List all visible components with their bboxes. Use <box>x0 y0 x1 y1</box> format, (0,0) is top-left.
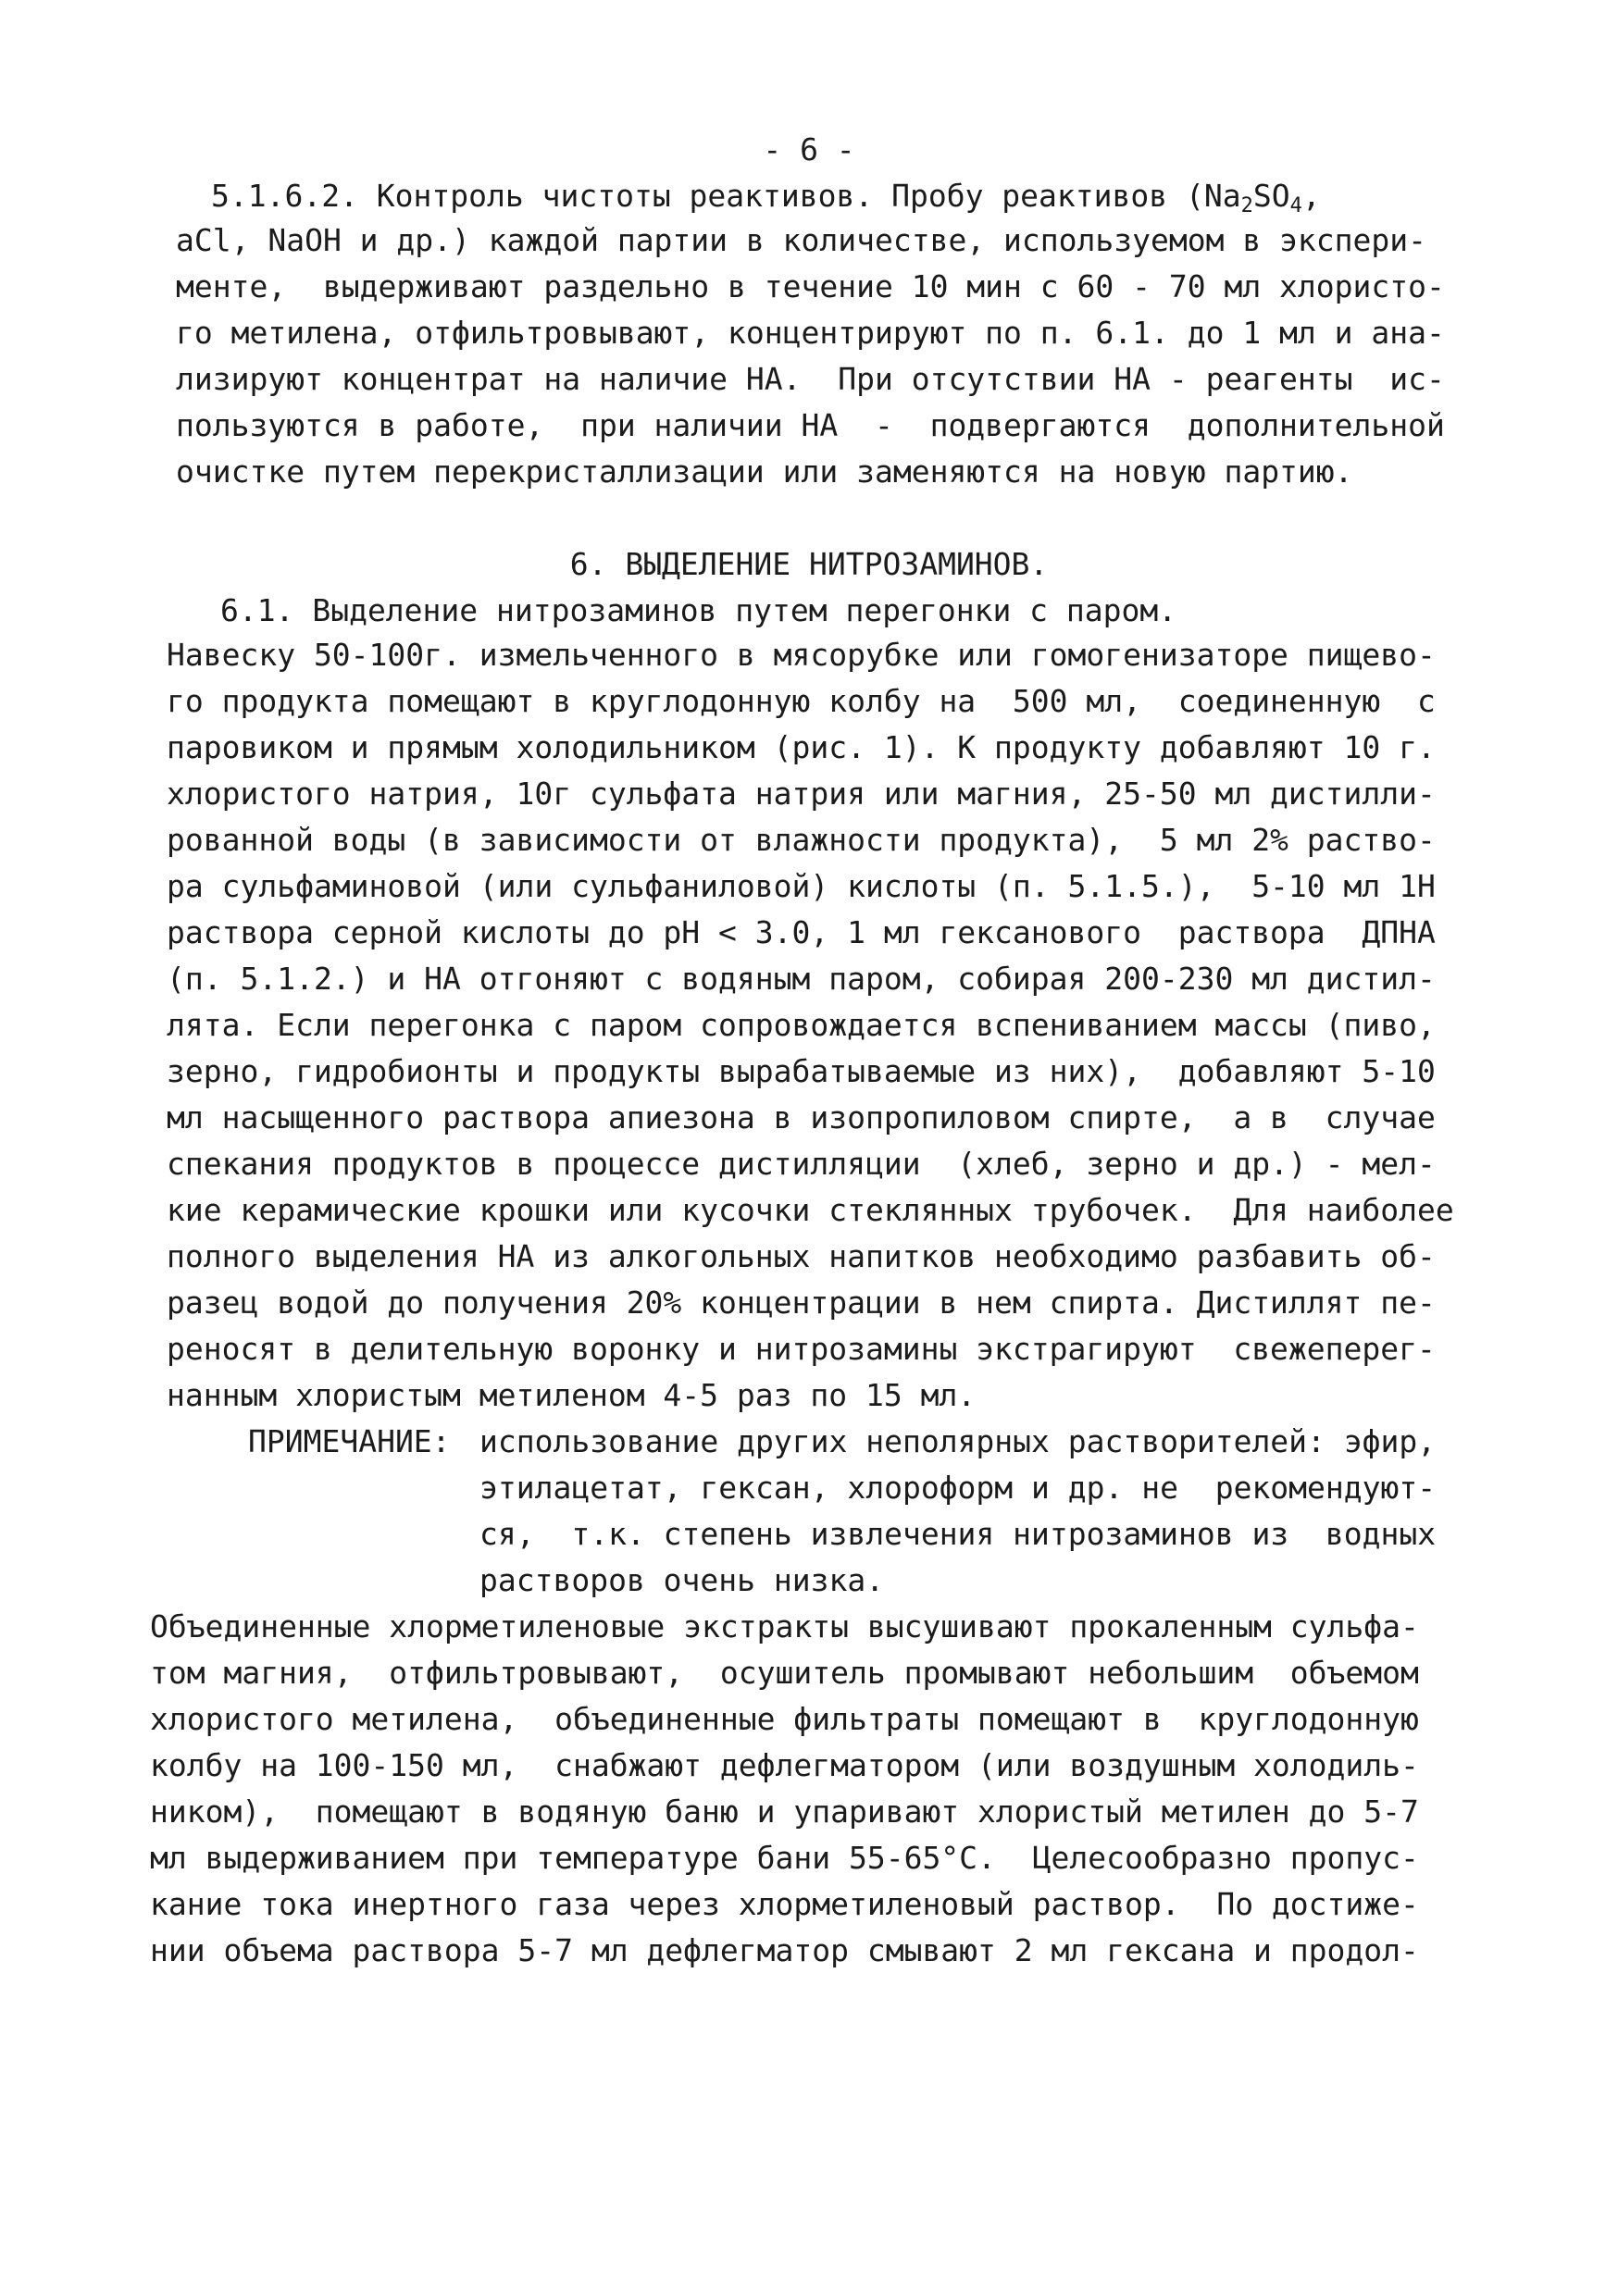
page-number: - 6 - <box>763 131 855 168</box>
paragraph-line: колбу на 100-150 мл, снабжают дефлегматором (или воздушным холодиль- <box>150 1747 1419 1783</box>
paragraph-line: хлористого метилена, объединенные фильтраты помещают в круглодонную <box>150 1701 1419 1737</box>
note-line: этилацетат, гексан, хлороформ и др. не рекомендуют- <box>479 1470 1437 1506</box>
note-line: использование других неполярных растворителей: эфир, <box>479 1423 1437 1459</box>
paragraph-line: менте, выдерживают раздельно в течение 10 мин с 60 - 70 мл хлористо- <box>176 268 1445 304</box>
paragraph-line: раствора серной кислоты до pH < 3.0, 1 мл гексанового раствора ДПНА <box>167 914 1436 950</box>
paragraph-line: лизируют концентрат на наличие НА. При отсутствии НА - реагенты ис- <box>176 361 1445 397</box>
paragraph-line: (п. 5.1.2.) и НА отгоняют с водяным паром, собирая 200-230 мл дистил- <box>167 961 1436 997</box>
note-line: ся, т.к. степень извлечения нитрозаминов из водных <box>479 1516 1437 1552</box>
paragraph-line: мл насыщенного раствора апиезона в изопропиловом спирте, а в случае <box>167 1099 1436 1136</box>
subscript: 2 <box>1240 194 1253 217</box>
paragraph-line: ником), помещают в водяную баню и упаривают хлористый метилен до 5-7 <box>150 1793 1419 1830</box>
note-label: ПРИМЕЧАНИЕ: <box>248 1423 451 1459</box>
sub-heading: 6.1. Выделение нитрозаминов путем перегонки с паром. <box>220 592 1177 628</box>
note-line: растворов очень низка. <box>479 1562 885 1598</box>
paragraph-line: го метилена, отфильтровывают, концентрируют по п. 6.1. до 1 мл и ана- <box>176 315 1445 351</box>
paragraph-line: кание тока инертного газа через хлорметиленовый раствор. По достиже- <box>150 1886 1419 1922</box>
paragraph-line: Объединенные хлорметиленовые экстракты высушивают прокаленным сульфа- <box>150 1608 1419 1644</box>
paragraph-line: пользуются в работе, при наличии НА - подвергаются дополнительной <box>176 407 1445 443</box>
section-5-1-6-2-first-line <box>211 178 1321 215</box>
paragraph-line: спекания продуктов в процессе дистилляции (хлеб, зерно и др.) - мел- <box>167 1146 1436 1182</box>
section-heading: 6. ВЫДЕЛЕНИЕ НИТРОЗАМИНОВ. <box>569 546 1049 582</box>
paragraph-line: том магния, отфильтровывают, осушитель промывают небольшим объемом <box>150 1655 1419 1691</box>
paragraph-line: нии объема раствора 5-7 мл дефлегматор смывают 2 мл гексана и продол- <box>150 1932 1419 1968</box>
paragraph-line: кие керамические крошки или кусочки стеклянных трубочек. Для наиболее <box>167 1192 1454 1228</box>
paragraph-line: Навеску 50-100г. измельченного в мясорубке или гомогенизаторе пищево- <box>167 637 1436 673</box>
paragraph-line: нанным хлористым метиленом 4-5 раз по 15 мл. <box>167 1377 977 1413</box>
text-segment: SO <box>1252 178 1290 214</box>
subscript: 4 <box>1289 194 1302 217</box>
paragraph-line: го продукта помещают в круглодонную колбу на 500 мл, соединенную с <box>167 683 1436 719</box>
paragraph-line: зерно, гидробионты и продукты вырабатываемые из них), добавляют 5-10 <box>167 1053 1436 1089</box>
paragraph-line: ра сульфаминовой (или сульфаниловой) кислоты (п. 5.1.5.), 5-10 мл 1Н <box>167 868 1436 904</box>
paragraph-line: aCl, NaOH и др.) каждой партии в количестве, используемом в экспери- <box>176 222 1427 258</box>
text-segment: , <box>1301 178 1321 214</box>
paragraph-line: мл выдерживанием при температуре бани 55-65°С. Целесообразно пропус- <box>150 1840 1419 1876</box>
paragraph-line: разец водой до получения 20% концентрации в нем спирта. Дистиллят пе- <box>167 1285 1436 1321</box>
paragraph-line: лята. Если перегонка с паром сопровождается вспениванием массы (пиво, <box>167 1007 1436 1043</box>
paragraph-line: рованной воды (в зависимости от влажности продукта), 5 мл 2% раство- <box>167 822 1436 858</box>
paragraph-line: полного выделения НА из алкогольных напитков необходимо разбавить об- <box>167 1238 1436 1274</box>
paragraph-line: очистке путем перекристаллизации или заменяются на новую партию. <box>176 453 1353 490</box>
text-segment: 5.1.6.2. Контроль чистоты реактивов. Пробу реактивов (Na <box>211 178 1241 214</box>
paragraph-line: реносят в делительную воронку и нитрозамины экстрагируют свежеперег- <box>167 1331 1436 1367</box>
paragraph-line: хлористого натрия, 10г сульфата натрия или магния, 25-50 мл дистилли- <box>167 776 1436 812</box>
paragraph-line: паровиком и прямым холодильником (рис. 1). К продукту добавляют 10 г. <box>167 729 1436 765</box>
